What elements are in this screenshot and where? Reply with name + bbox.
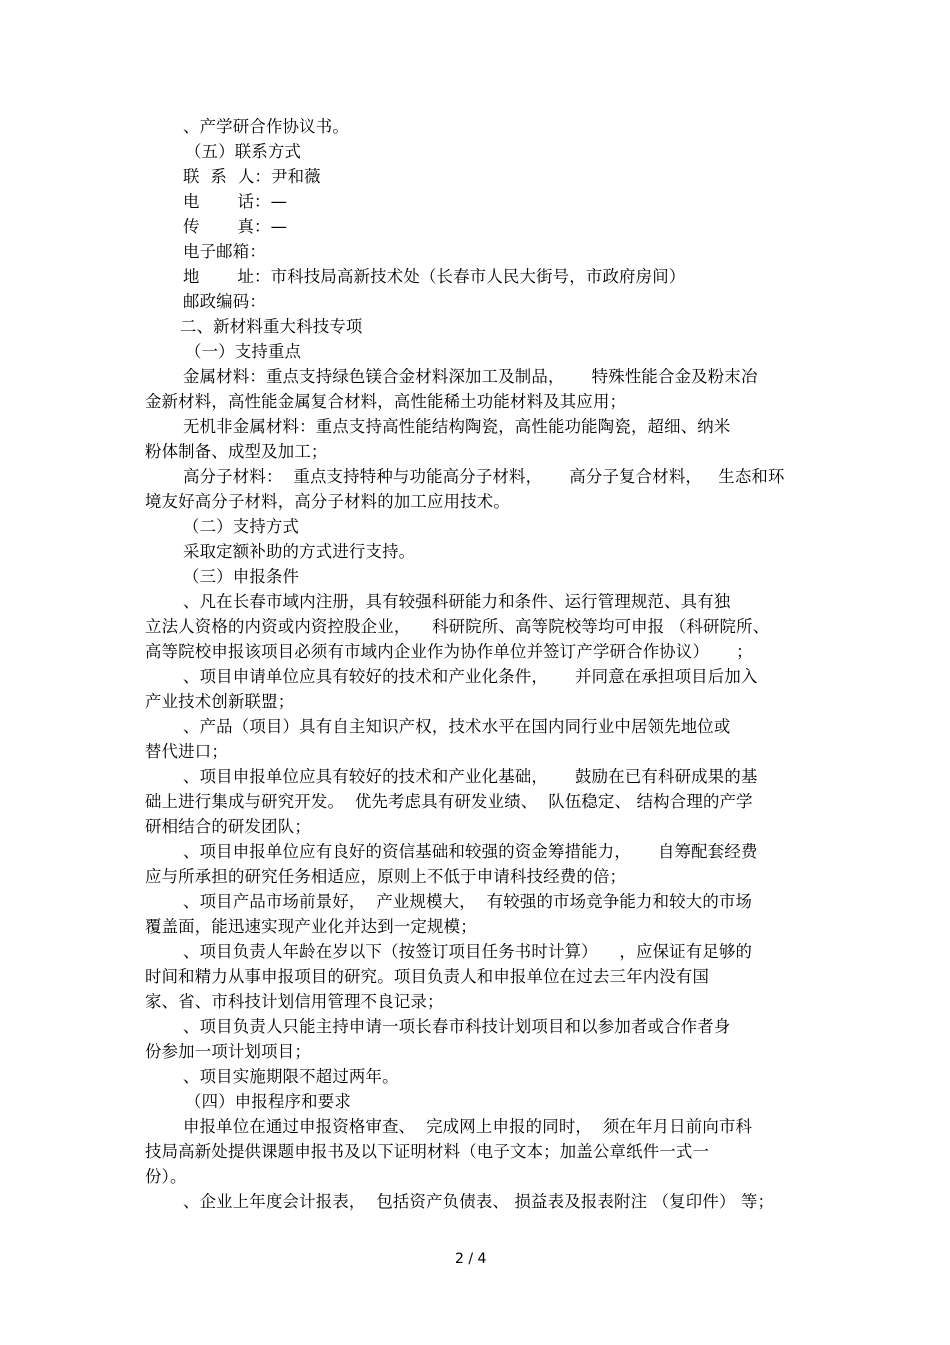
text-line: 技局高新处提供课题申报书及以下证明材料（电子文本；加盖公章纸件一式一 [145,1142,710,1161]
text-line: 、项目实施期限不超过两年。 [183,1067,399,1086]
text-line: 产业技术创新联盟； [145,692,295,711]
text-line: 传 真：— [183,217,288,236]
text-line: 、项目产品市场前景好， 产业规模大， 有较强的市场竞争能力和较大的市场 [183,892,753,911]
text-line: 地 址：市科技局高新技术处（长春市人民大街号，市政府房间） [183,267,686,286]
text-line: 份）。 [145,1167,187,1186]
text-line: 、凡在长春市域内注册，具有较强科研能力和条件、运行管理规范、具有独 [183,592,731,611]
text-line: 电 话：— [183,192,288,211]
text-line: 、项目申请单位应具有较好的技术和产业化条件， 并同意在承担项目后加入 [183,667,758,686]
text-line: 粉体制备、成型及加工； [145,442,328,461]
text-line: 申报单位在通过申报资格审查、 完成网上申报的同时， 须在年月日前向市科 [183,1117,753,1136]
text-line: 份参加一项计划项目； [145,1042,311,1061]
text-line: 二、新材料重大科技专项 [180,317,363,336]
text-line: 金属材料：重点支持绿色镁合金材料深加工及制品， 特殊性能合金及粉末冶 [183,367,758,386]
page-number: 2 / 4 [455,1251,487,1267]
text-line: （四）申报程序和要求 [185,1092,351,1111]
text-line: （一）支持重点 [185,342,302,361]
text-line: 家、省、市科技计划信用管理不良记录； [145,992,444,1011]
text-line: 、产品（项目）具有自主知识产权，技术水平在国内同行业中居领先地位或 [183,717,731,736]
text-line: （三）申报条件 [183,567,300,586]
text-line: 邮政编码： [183,292,266,311]
text-line: 、项目负责人年龄在岁以下（按签订项目任务书时计算） ，应保证有足够的 [183,942,753,961]
text-line: 、企业上年度会计报表， 包括资产负债表、 损益表及报表附注 （复印件） 等； [183,1192,775,1211]
text-line: 替代进口； [145,742,228,761]
text-line: 高分子材料： 重点支持特种与功能高分子材料， 高分子复合材料， 生态和环 [183,467,785,486]
text-line: （二）支持方式 [183,517,300,536]
text-line: 础上进行集成与研究开发。 优先考虑具有研发业绩、 队伍稳定、 结构合理的产学 [145,792,753,811]
text-line: 金新材料，高性能金属复合材料，高性能稀土功能材料及其应用； [145,392,627,411]
text-line: 应与所承担的研究任务相适应，原则上不低于申请科技经费的倍； [145,867,627,886]
text-line: 立法人资格的内资或内资控股企业， 科研院所、高等院校等均可申报 （科研院所、 [145,617,770,636]
text-line: 高等院校申报该项目必须有市域内企业作为协作单位并签订产学研合作协议） ； [145,642,753,661]
text-line: 无机非金属材料：重点支持高性能结构陶瓷，高性能功能陶瓷，超细、纳米 [183,417,731,436]
text-line: 、产学研合作协议书。 [183,117,349,136]
text-line: 采取定额补助的方式进行支持。 [183,542,416,561]
text-line: 、项目申报单位应有良好的资信基础和较强的资金筹措能力， 自筹配套经费 [183,842,758,861]
text-line: 联 系 人：尹和薇 [183,167,321,186]
text-line: 时间和精力从事申报项目的研究。项目负责人和申报单位在过去三年内没有国 [145,967,710,986]
text-line: 境友好高分子材料，高分子材料的加工应用技术。 [145,492,510,511]
text-line: 、项目负责人只能主持申请一项长春市科技计划项目和以参加者或合作者身 [183,1017,731,1036]
text-line: 、项目申报单位应具有较好的技术和产业化基础， 鼓励在已有科研成果的基 [183,767,758,786]
text-line: 电子邮箱： [183,242,266,261]
text-line: 研相结合的研发团队； [145,817,311,836]
text-line: 覆盖面，能迅速实现产业化并达到一定规模； [145,917,477,936]
text-line: （五）联系方式 [185,142,302,161]
